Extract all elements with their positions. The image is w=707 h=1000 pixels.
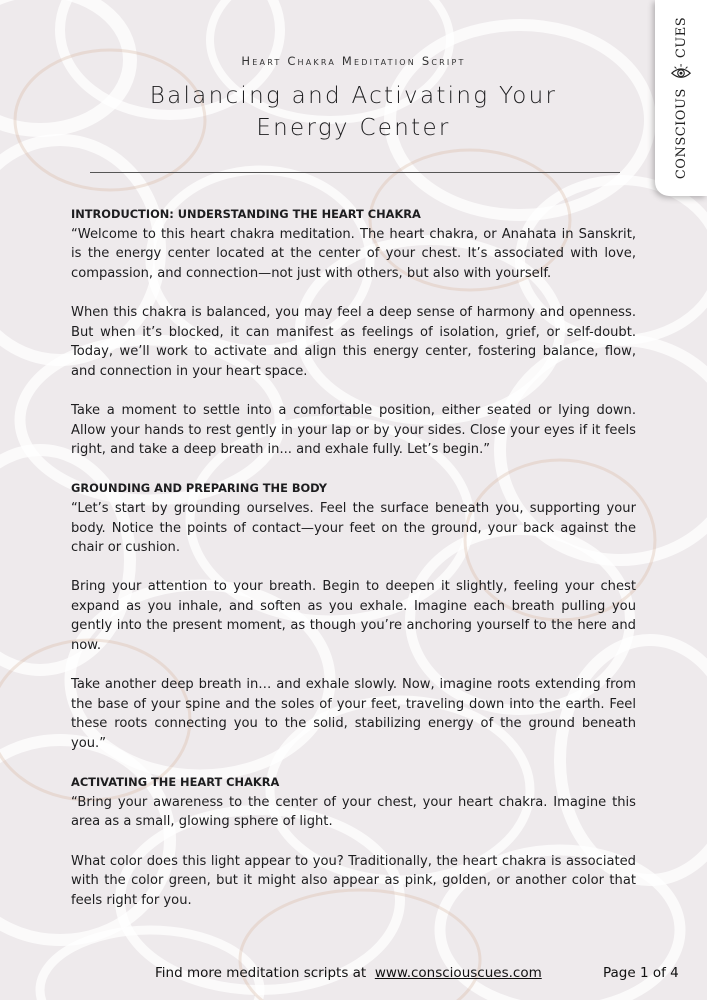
footer-prefix: Find more meditation scripts at	[155, 965, 367, 981]
page-number: Page 1 of 4	[603, 965, 679, 981]
paragraph: What color does this light appear to you? Traditionally, the heart chakra is associated with the color green, but it might also appear as pink, golden, or another color that feels right for you.	[71, 853, 636, 908]
logo-word-conscious: CONSCIOUS	[673, 88, 689, 180]
paragraph: “Let’s start by grounding ourselves. Feel the surface beneath you, supporting your body. Notice the points of contact—your feet on the ground, your back against the chair or cushion.	[71, 500, 636, 556]
title-line-2: Energy Center	[256, 115, 451, 141]
title-line-1: Balancing and Activating Your	[149, 83, 558, 109]
paragraph: Bring your attention to your breath. Begin to deepen it slightly, feeling your chest expand as you inhale, and soften as you exhale. Imagine each breath pulling you gently into the present moment, as though you’re anchoring yourself to the here and now.	[71, 579, 636, 654]
document-title	[90, 80, 617, 144]
footer-promo	[155, 965, 542, 981]
section-heading-grounding: GROUNDING AND PREPARING THE BODY	[71, 481, 328, 496]
paragraph: Take another deep breath in… and exhale slowly. Now, imagine roots extending from the base of your spine and the soles of your feet, traveling down into the earth. Feel these roots connecting you to the solid, stabilizing energy of the ground beneath you.”	[71, 677, 636, 752]
eye-icon	[670, 62, 692, 84]
section-heading-introduction: INTRODUCTION: UNDERSTANDING THE HEART CHAKRA	[71, 207, 421, 221]
logo-word-cues: CUES	[673, 16, 689, 59]
title-divider	[90, 172, 620, 173]
paragraph: Take a moment to settle into a comfortable position, either seated or lying down. Allow your hands to rest gently in your lap or by your sides. Close your eyes if it feels right, and take a deep breath in... and exhale fully. Let’s begin.”	[71, 402, 636, 458]
section-heading-activating: ACTIVATING THE HEART CHAKRA	[71, 775, 280, 790]
paragraph: “Welcome to this heart chakra meditation. The heart chakra, or Anahata in Sanskrit, is the energy center located at the center of your chest. It’s associated with love, compassion, and connection—not just with others, but also with yourself.	[71, 226, 636, 281]
script-body	[71, 205, 636, 910]
brand-logo	[670, 17, 692, 179]
paragraph: When this chakra is balanced, you may feel a deep sense of harmony and openness. But when it’s blocked, it can manifest as feelings of isolation, grief, or self-doubt. Today, we’ll work to activate and align this energy center, fostering balance, flow, and connection in your heart space.	[71, 304, 636, 379]
document-subtitle: Heart Chakra Meditation Script	[241, 54, 466, 68]
paragraph: “Bring your awareness to the center of your chest, your heart chakra. Imagine this area as a small, glowing sphere of light.	[71, 794, 636, 830]
website-link[interactable]: www.consciouscues.com	[374, 965, 542, 981]
brand-logo-tab[interactable]	[655, 0, 707, 196]
